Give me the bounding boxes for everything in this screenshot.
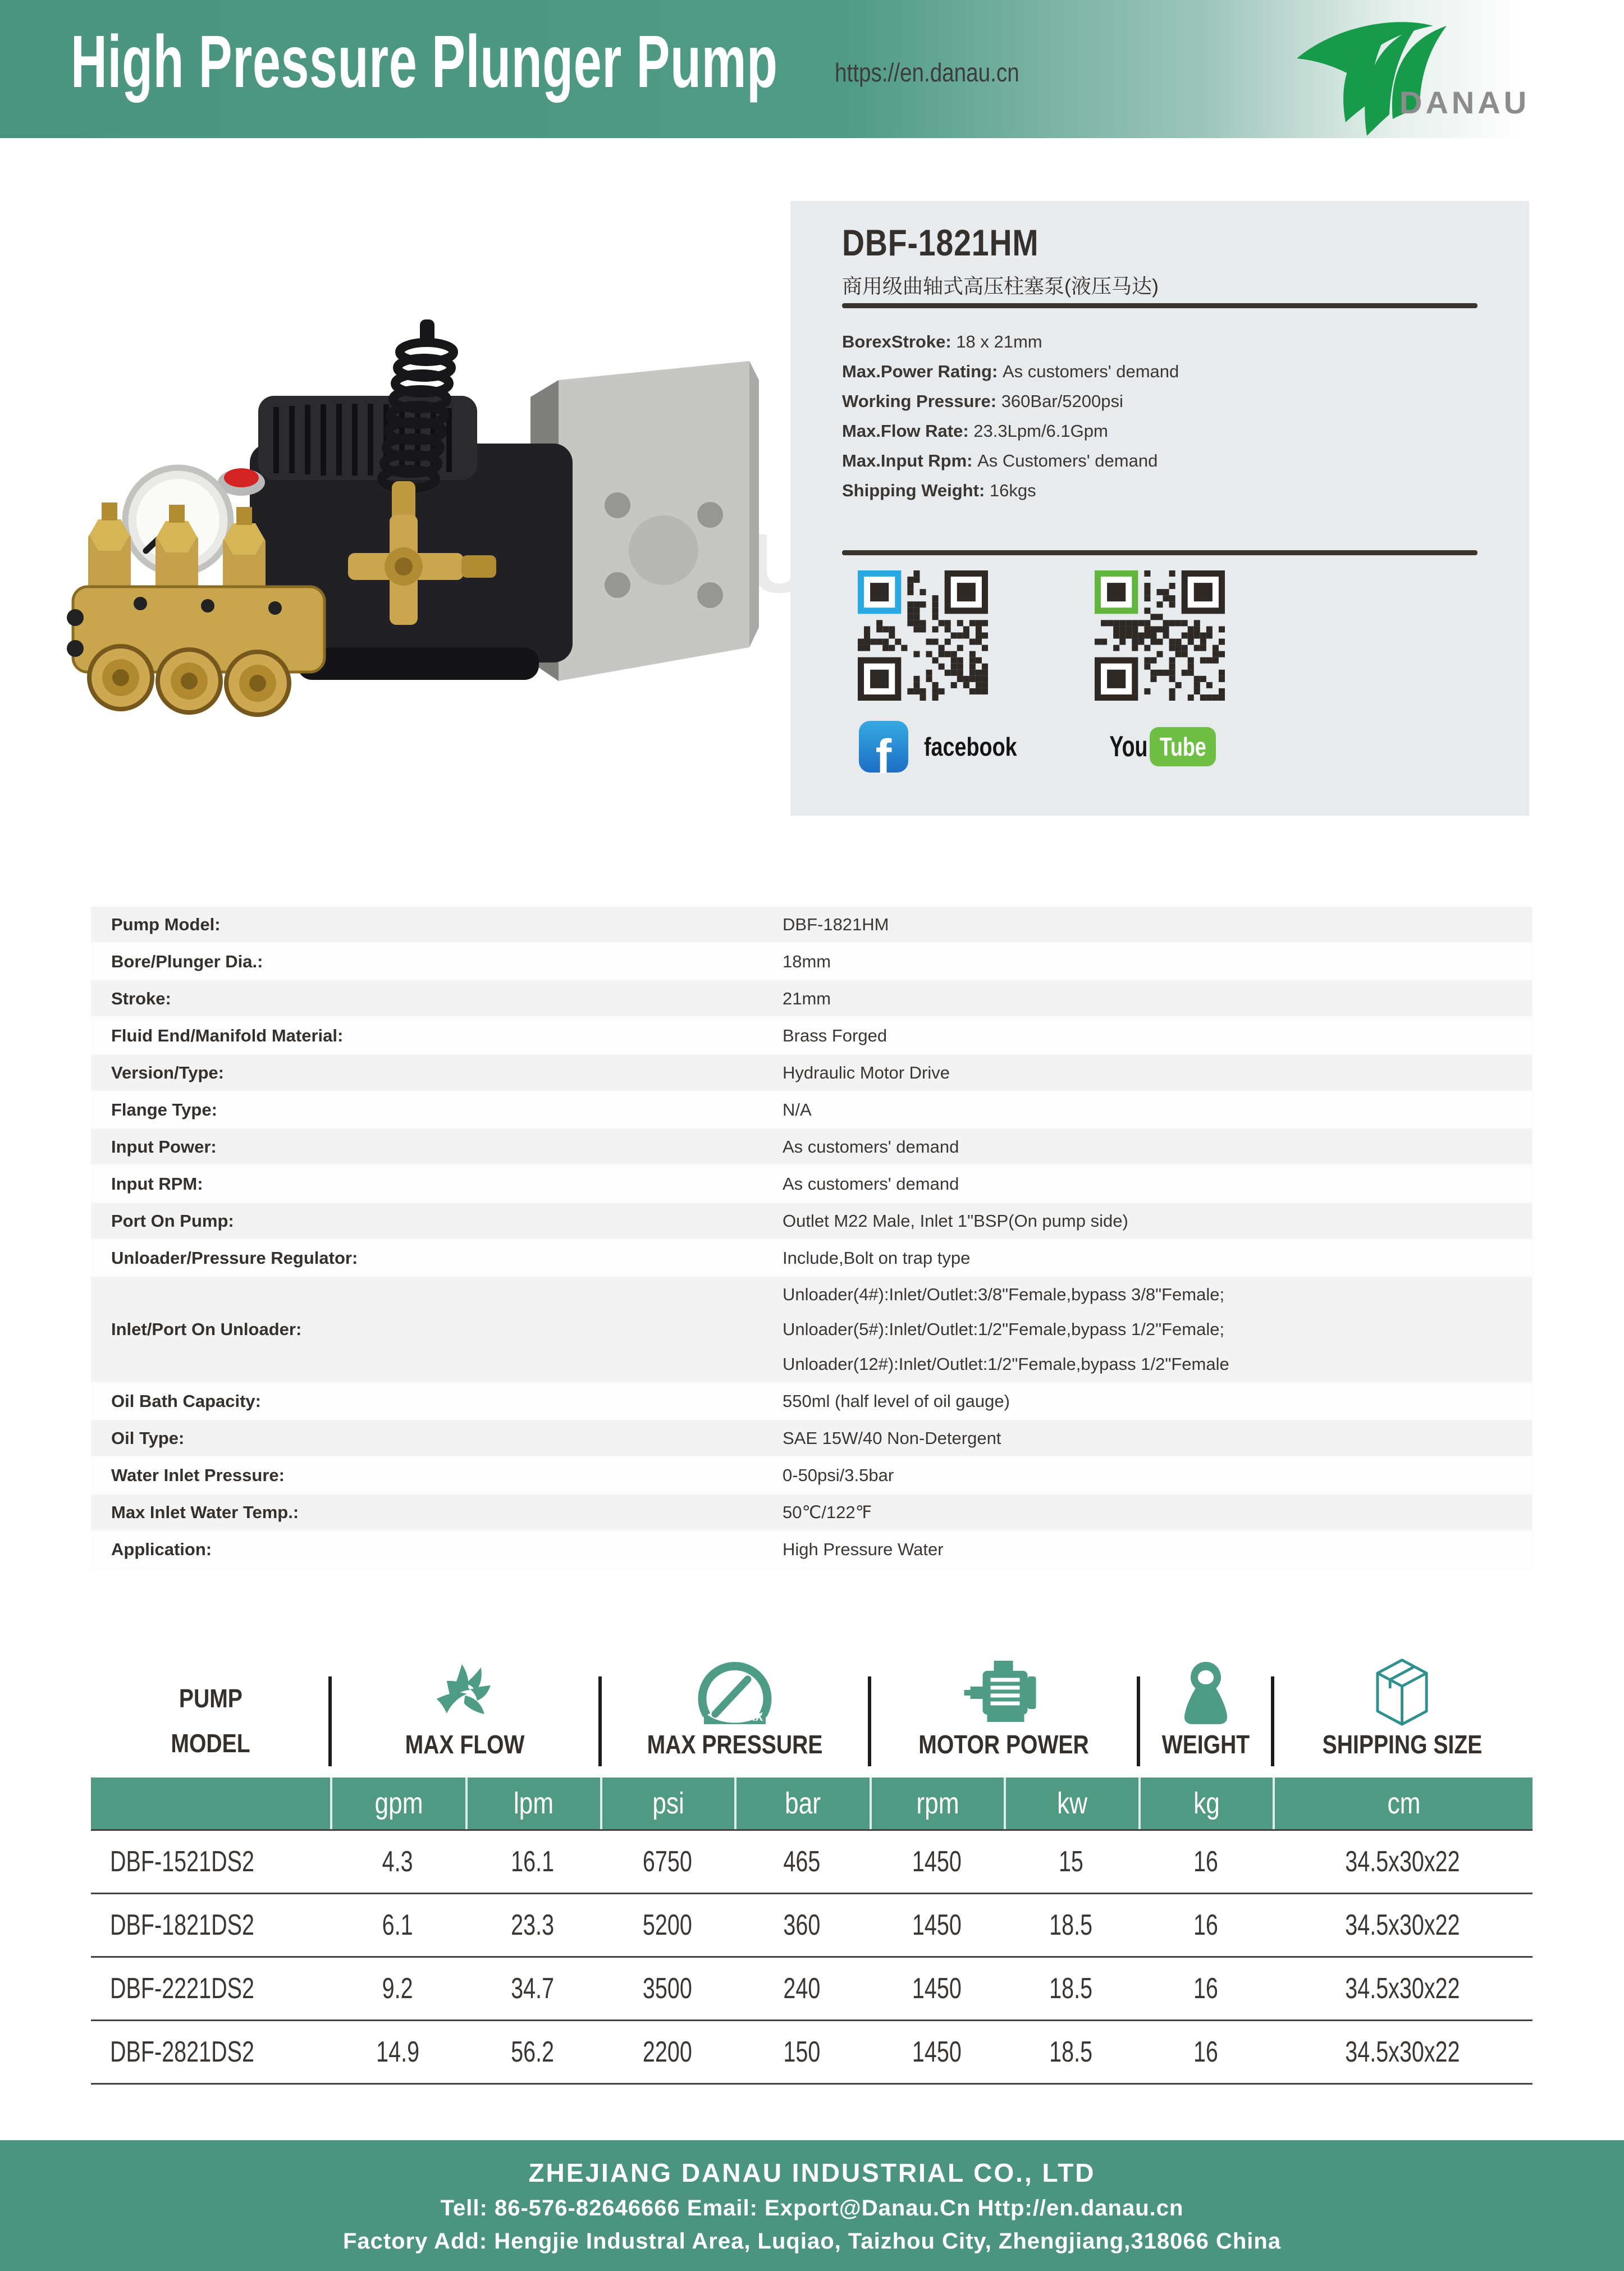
- model-table-header: [91, 1654, 1532, 1776]
- spec-label: Max Inlet Water Temp.:: [111, 1502, 299, 1522]
- spec-label: Flange Type:: [111, 1099, 217, 1119]
- table-row: [91, 1092, 1532, 1129]
- spec-value: Hydraulic Motor Drive: [783, 1062, 950, 1082]
- value-cell: 360: [783, 1909, 821, 1941]
- table-row: [91, 1420, 1532, 1457]
- unit-header-kg: kg: [1138, 1777, 1273, 1829]
- spec-value: DBF-1821HM: [783, 914, 889, 934]
- spec-value: 18mm: [783, 951, 831, 971]
- value-cell: 18.5: [1049, 1972, 1093, 2005]
- value-cell: 18.5: [1049, 1909, 1093, 1941]
- value-cell: 34.5x30x22: [1345, 1972, 1460, 2005]
- spec-value: 550ml (half level of oil gauge): [783, 1391, 1010, 1411]
- value-cell: 16.1: [511, 1845, 555, 1878]
- pump-product-image: [56, 312, 769, 719]
- table-row: [91, 1277, 1532, 1383]
- value-cell: 34.5x30x22: [1345, 1909, 1460, 1941]
- model-cell: DBF-2821DS2: [110, 2036, 254, 2068]
- unit-header-kw: kw: [1004, 1777, 1138, 1829]
- value-cell: 34.5x30x22: [1345, 1845, 1460, 1878]
- value-cell: 18.5: [1049, 2036, 1093, 2068]
- quick-spec-line: Working Pressure: 360Bar/5200psi: [842, 391, 1123, 411]
- value-cell: 2200: [642, 2036, 692, 2068]
- table-row: [91, 1383, 1532, 1420]
- divider: [328, 1676, 332, 1766]
- quick-spec-line: Max.Flow Rate: 23.3Lpm/6.1Gpm: [842, 421, 1108, 441]
- table-row: [91, 1829, 1532, 1893]
- facebook-logo: [859, 719, 1037, 784]
- value-cell: 465: [783, 1845, 821, 1878]
- spec-label: Stroke:: [111, 988, 171, 1008]
- quick-spec-list: [842, 327, 1488, 505]
- facebook-icon: [859, 721, 908, 784]
- qr-code-youtube: [1095, 570, 1225, 701]
- unit-header-lpm: lpm: [465, 1777, 600, 1829]
- value-cell: 15: [1059, 1845, 1083, 1878]
- contact-line: Tell: 86-576-82646666 Email: Export@Danau.Cn Http://en.danau.cn: [440, 2195, 1184, 2220]
- model-cell: DBF-2221DS2: [110, 1972, 254, 2005]
- spec-value: Brass Forged: [783, 1025, 888, 1045]
- product-info-panel: [790, 201, 1529, 816]
- spec-value: SAE 15W/40 Non-Detergent: [783, 1428, 1001, 1448]
- gauge-max-label: MAX: [736, 1711, 763, 1724]
- units-blank-cell: [91, 1777, 330, 1829]
- factory-address: Factory Add: Hengjie Industral Area, Luqiao, Taizhou City, Zhengjiang,318066 China: [342, 2228, 1282, 2254]
- shipping-box-icon: [1309, 1656, 1497, 1728]
- table-row: [91, 1129, 1532, 1166]
- table-row: [91, 1055, 1532, 1092]
- value-cell: 5200: [642, 1909, 692, 1941]
- motor-icon: [904, 1656, 1104, 1728]
- quick-spec-line: Shipping Weight: 16kgs: [842, 481, 1036, 500]
- value-cell: 16: [1193, 1909, 1218, 1941]
- divider: [1137, 1676, 1140, 1766]
- model-table-body: [91, 1829, 1532, 2085]
- value-cell: 16: [1193, 1972, 1218, 2005]
- youtube-you-label: You: [1109, 730, 1148, 763]
- spec-label: Input Power:: [111, 1136, 217, 1157]
- weight-icon: [1154, 1656, 1257, 1728]
- website-url: https://en.danau.cn: [835, 58, 1019, 87]
- unit-header-bar: bar: [734, 1777, 870, 1829]
- spec-label: Unloader/Pressure Regulator:: [111, 1248, 358, 1268]
- spec-label: Port On Pump:: [111, 1210, 234, 1231]
- facebook-label: facebook: [924, 732, 1017, 761]
- column-max-pressure: MAX MAX PRESSURE: [632, 1656, 838, 1760]
- model-table-units-row: [91, 1777, 1532, 1829]
- qr-code-facebook: [858, 570, 988, 701]
- spec-label: Input RPM:: [111, 1173, 203, 1194]
- value-cell: 4.3: [382, 1845, 413, 1878]
- product-model-title: DBF-1821HM: [842, 222, 1039, 263]
- spec-value: High Pressure Water: [783, 1539, 944, 1559]
- column-weight: WEIGHT: [1154, 1656, 1257, 1760]
- facebook-f: f: [875, 729, 892, 784]
- youtube-tube-icon: [1150, 727, 1216, 766]
- value-cell: 9.2: [382, 1972, 413, 2005]
- spec-value: Include,Bolt on trap type: [783, 1248, 971, 1268]
- table-row: [91, 1956, 1532, 2019]
- value-cell: 56.2: [511, 2036, 555, 2068]
- value-cell: 1450: [912, 1972, 962, 2005]
- divider: [842, 303, 1477, 308]
- value-cell: 1450: [912, 1909, 962, 1941]
- footer-banner: [0, 2140, 1624, 2271]
- spec-value: Outlet M22 Male, Inlet 1"BSP(On pump side): [783, 1210, 1128, 1231]
- header-banner: [0, 0, 1624, 138]
- specification-table: [91, 907, 1532, 1569]
- column-shipping-size: SHIPPING SIZE: [1309, 1656, 1497, 1760]
- table-row: [91, 981, 1532, 1018]
- column-pump-model: PUMP MODEL: [171, 1684, 250, 1758]
- divider: [842, 550, 1477, 555]
- flow-splash-icon: [395, 1656, 535, 1728]
- quick-spec-line: Max.Power Rating: As customers' demand: [842, 362, 1179, 381]
- page-title: High Pressure Plunger Pump: [71, 20, 778, 103]
- value-cell: 14.9: [376, 2036, 419, 2068]
- spec-label: Application:: [111, 1539, 212, 1559]
- value-cell: 16: [1193, 1845, 1218, 1878]
- spec-label: Oil Type:: [111, 1428, 185, 1448]
- youtube-tube-label: Tube: [1159, 732, 1206, 761]
- value-cell: 150: [783, 2036, 821, 2068]
- spec-value: As customers' demand: [783, 1173, 959, 1194]
- value-cell: 3500: [642, 1972, 692, 2005]
- pressure-gauge-icon: [632, 1656, 838, 1728]
- value-cell: 34.7: [511, 1972, 555, 2005]
- value-cell: 23.3: [511, 1909, 555, 1941]
- spec-label: Water Inlet Pressure:: [111, 1465, 285, 1485]
- spec-label: Oil Bath Capacity:: [111, 1391, 261, 1411]
- table-row: [91, 1532, 1532, 1569]
- spec-label: Fluid End/Manifold Material:: [111, 1025, 344, 1045]
- table-row: [91, 1457, 1532, 1495]
- spec-value: Unloader(4#):Inlet/Outlet:3/8"Female,bypass 3/8"Female; Unloader(5#):Inlet/Outlet:1/2"Female,bypass 1/2"Female; Unloader(12#):Inlet/Outlet:1/2"Female,bypass 1/2"Female: [783, 1285, 1229, 1374]
- logo-wordmark: DANAU: [1399, 85, 1530, 120]
- spec-value: As customers' demand: [783, 1136, 959, 1157]
- divider: [598, 1676, 602, 1766]
- value-cell: 34.5x30x22: [1345, 2036, 1460, 2068]
- spec-label: Inlet/Port On Unloader:: [111, 1319, 302, 1339]
- table-row: [91, 907, 1532, 944]
- column-max-flow: MAX FLOW: [395, 1656, 535, 1760]
- value-cell: 240: [783, 1972, 821, 2005]
- spec-value: 50℃/122℉: [783, 1502, 872, 1522]
- company-name: ZHEJIANG DANAU INDUSTRIAL CO., LTD: [528, 2158, 1096, 2187]
- table-row: [91, 1893, 1532, 1956]
- unit-header-cm: cm: [1273, 1777, 1532, 1829]
- quick-spec-line: BorexStroke: 18 x 21mm: [842, 332, 1042, 351]
- value-cell: 6.1: [382, 1909, 413, 1941]
- table-row: [91, 944, 1532, 981]
- spec-label: Version/Type:: [111, 1062, 224, 1082]
- unit-header-psi: psi: [600, 1777, 734, 1829]
- divider: [1271, 1676, 1274, 1766]
- spec-label: Pump Model:: [111, 914, 221, 934]
- danau-logo: [1283, 3, 1530, 140]
- spec-value: 21mm: [783, 988, 831, 1008]
- product-subtitle-cn: 商用级曲轴式高压柱塞泵(液压马达): [842, 275, 1159, 298]
- quick-spec-line: Max.Input Rpm: As Customers' demand: [842, 451, 1158, 470]
- divider: [868, 1676, 871, 1766]
- table-row: [91, 1203, 1532, 1240]
- unit-header-gpm: gpm: [330, 1777, 465, 1829]
- column-motor-power: MOTOR POWER: [904, 1656, 1104, 1760]
- table-row: [91, 1018, 1532, 1055]
- model-cell: DBF-1521DS2: [110, 1845, 254, 1878]
- spec-value: N/A: [783, 1099, 812, 1119]
- value-cell: 6750: [642, 1845, 692, 1878]
- table-row: [91, 2019, 1532, 2085]
- value-cell: 1450: [912, 2036, 962, 2068]
- spec-label: Bore/Plunger Dia.:: [111, 951, 263, 971]
- unit-header-rpm: rpm: [870, 1777, 1004, 1829]
- table-row: [91, 1240, 1532, 1277]
- table-row: [91, 1166, 1532, 1203]
- model-cell: DBF-1821DS2: [110, 1909, 254, 1941]
- spec-value: 0-50psi/3.5bar: [783, 1465, 894, 1485]
- table-row: [91, 1495, 1532, 1532]
- value-cell: 16: [1193, 2036, 1218, 2068]
- value-cell: 1450: [912, 1845, 962, 1878]
- youtube-logo: [1095, 719, 1216, 775]
